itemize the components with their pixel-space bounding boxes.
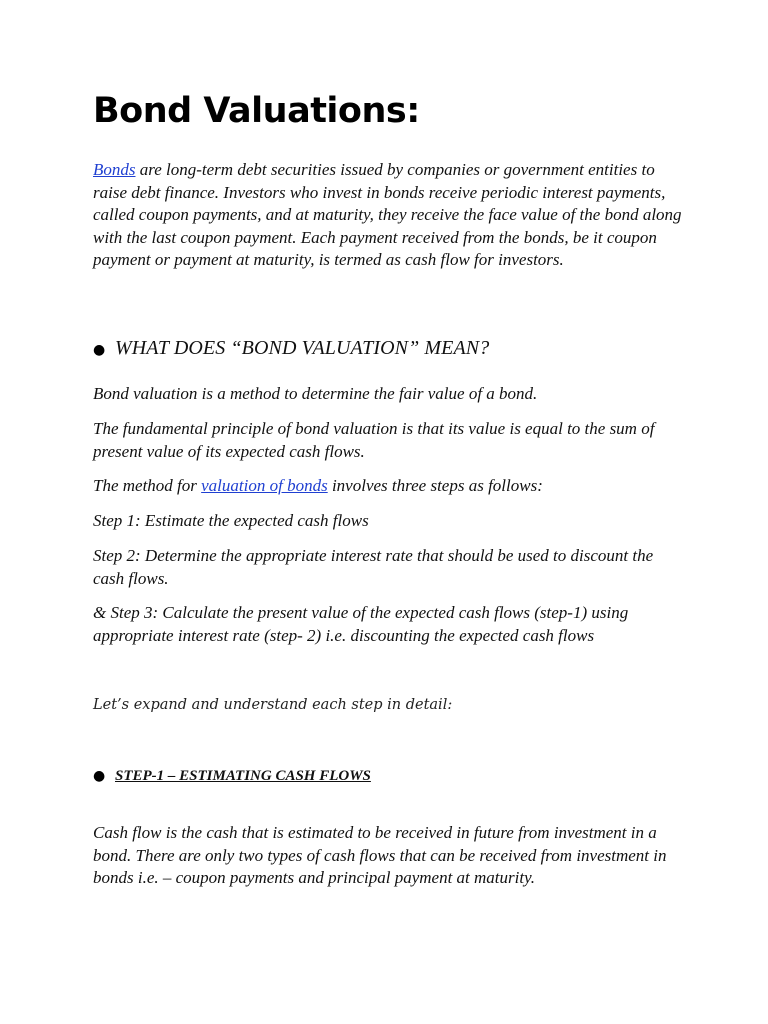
step-2-paragraph: Step 2: Determine the appropriate interest rate that should be used to discount the cash flows. xyxy=(93,546,654,588)
method-text-before: The method for xyxy=(93,476,202,495)
method-text-after: involves three steps as follows: xyxy=(327,476,543,495)
section-heading-step-1 xyxy=(93,766,371,786)
principle-paragraph: The fundamental principle of bond valuation is that its value is equal to the sum of present value of its expected cash flows. xyxy=(93,419,655,461)
section-heading-text: WHAT DOES “BOND VALUATION” MEAN? xyxy=(115,337,490,359)
intro-text: are long-term debt securities issued by companies or government entities to raise debt finance. Investors who invest in bonds receive periodic interest payments, called coupon payments, and at maturity, they receive the face value of the bond along with the last coupon payment. Each payment received from the bonds, be it coupon payment or payment at maturity, is termed as cash flow for investors. xyxy=(93,160,682,270)
bonds-link[interactable]: Bonds xyxy=(93,160,136,179)
method-paragraph xyxy=(93,475,683,498)
section-heading-what-does-bond-valuation-mean xyxy=(93,336,490,360)
definition-paragraph: Bond valuation is a method to determine the fair value of a bond. xyxy=(93,384,538,403)
bullet-icon: ● xyxy=(93,342,106,358)
expand-note: Let’s expand and understand each step in detail: xyxy=(93,697,453,713)
intro-paragraph xyxy=(93,159,683,272)
bullet-icon: ● xyxy=(93,768,106,784)
section-heading-text: STEP-1 – ESTIMATING CASH FLOWS xyxy=(115,768,371,784)
cash-flow-paragraph: Cash flow is the cash that is estimated to be received in future from investment in a bond. There are only two types of cash flows that can be received from investment in bonds i.e. – coupon payments and principal payment at maturity. xyxy=(93,823,667,888)
step-1-paragraph: Step 1: Estimate the expected cash flows xyxy=(93,511,369,530)
page-title: Bond Valuations: xyxy=(93,91,420,131)
valuation-of-bonds-link[interactable]: valuation of bonds xyxy=(201,476,328,495)
step-3-paragraph: & Step 3: Calculate the present value of the expected cash flows (step-1) using appropriate interest rate (step- 2) i.e. discounting the expected cash flows xyxy=(93,603,629,645)
